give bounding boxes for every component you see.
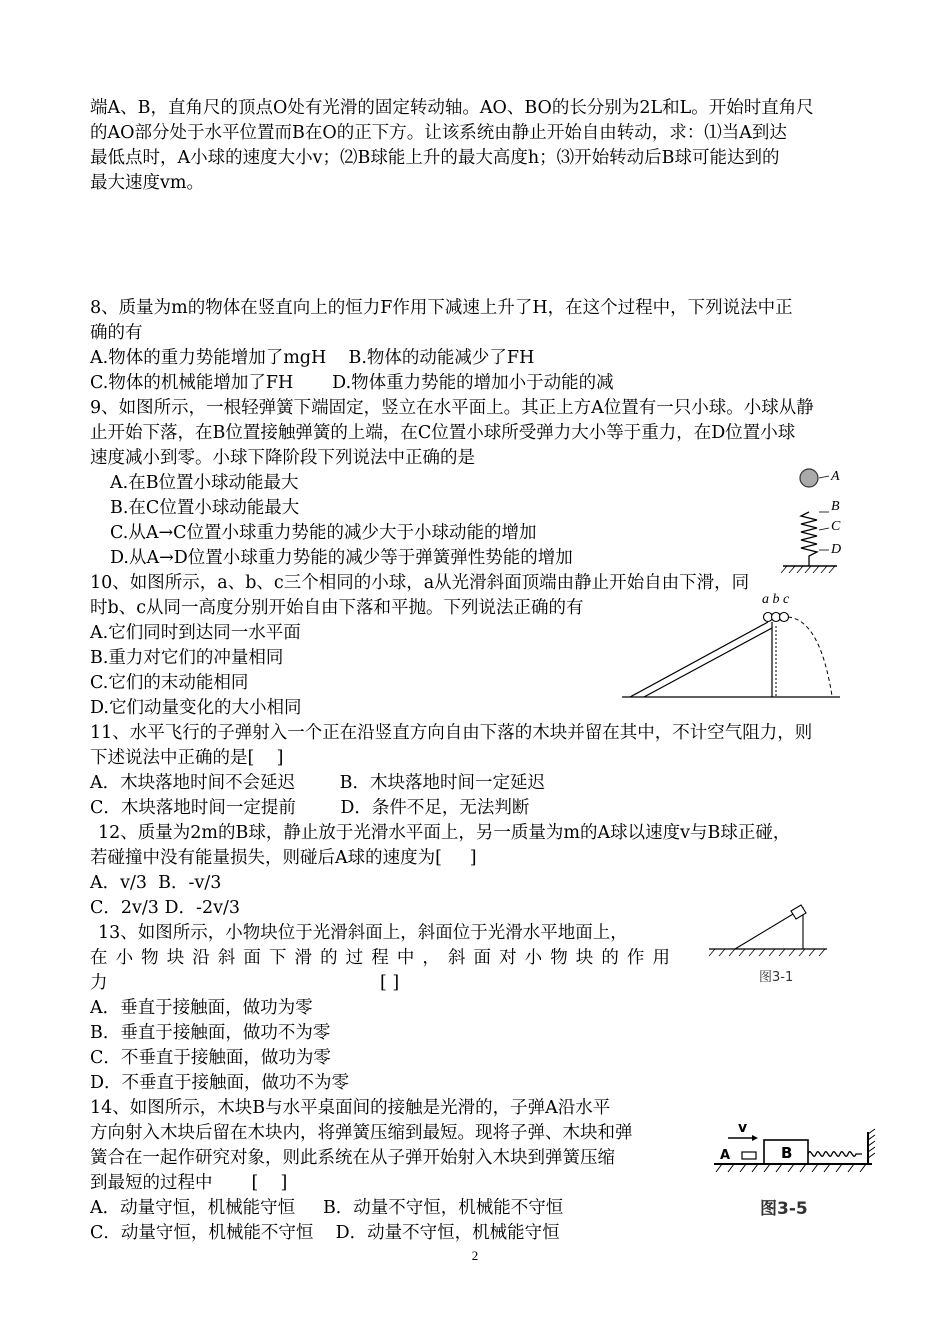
q14-label-b: B [781,1144,793,1162]
q13-answer-bracket: [ ] [380,973,400,993]
q14-label-a: A [720,1148,731,1163]
q9-option-c: C.从A→C位置小球重力势能的减少大于小球动能的增加 [110,523,537,543]
q14-stem-3: 簧合在一起作研究对象，则此系统在从子弹开始射入木块到弹簧压缩 [90,1148,615,1168]
q11-stem-2: 下述说法中正确的是[ ] [90,748,284,768]
q9-label-a: A [831,469,840,484]
q14-bullet [742,1152,756,1159]
q9-option-d: D.从A→D位置小球重力势能的减少等于弹簧弹性势能的增加 [110,548,573,568]
q9-label-b: B [831,499,840,514]
q10-ball-c [780,613,789,622]
q12-options-row-2: C．2v/3 D．-2v/3 [90,898,240,918]
q14-label-v: v [738,1120,748,1136]
q14-spring [808,1152,862,1157]
q11-options-row-2: C．木块落地时间一定提前 D．条件不足，无法判断 [90,798,530,818]
q13-option-d: D．不垂直于接触面，做功不为零 [90,1073,350,1093]
q7-line-4: 最大速度vm。 [90,173,204,193]
q10-incline-figure [620,588,865,703]
q7-line-2: 的AO部分处于水平位置而B在O的正下方。让该系统由静止开始自由转动，求：⑴当A到达 [90,123,787,143]
q13-incline-figure [705,892,835,992]
q14-stem-2: 方向射入木块后留在木块内，将弹簧压缩到最短。现将子弹、木块和弹 [90,1123,633,1143]
q8-stem-2: 确的有 [90,323,143,343]
q9-spring-figure [775,462,845,577]
q14-options-row-1: A．动量守恒，机械能守恒 B．动量不守恒，机械能不守恒 [90,1198,564,1218]
q10-ball-labels: a b c [762,592,790,607]
q10-incline-inner [644,628,772,697]
q9-stem-3: 速度减小到零。小球下降阶段下列说法中正确的是 [90,448,475,468]
q14-stem-4: 到最短的过程中 [ ] [90,1173,288,1193]
q10-option-d: D.它们动量变化的大小相同 [90,698,302,718]
q10-projectile-path [788,617,832,696]
q13-option-a: A．垂直于接触面，做功为零 [90,998,313,1018]
q13-figure-caption: 图3-1 [759,970,794,985]
q9-label-c: C [831,519,841,534]
q10-stem-1: 10、如图所示，a、b、c三个相同的小球，a从光滑斜面顶端由静止开始自由下滑，同 [90,573,750,593]
q12-stem-2: 若碰撞中没有能量损失，则碰后A球的速度为[ ] [90,848,477,868]
q10-incline-outer [630,622,768,697]
q13-stem-1: 13、如图所示，小物块位于光滑斜面上，斜面位于光滑水平地面上， [98,923,628,943]
q9-stem-1: 9、如图所示，一根轻弹簧下端固定，竖立在水平面上。其正上方A位置有一只小球。小球从静 [90,398,814,418]
q11-options-row-1: A．木块落地时间不会延迟 B．木块落地时间一定延迟 [90,773,545,793]
q8-options-row-1: A.物体的重力势能增加了mgH B.物体的动能减少了FH [90,348,535,368]
q14-block-spring-figure [712,1118,887,1218]
q9-option-b: B.在C位置小球动能最大 [110,498,300,518]
page-number: 2 [471,1248,479,1263]
q10-option-b: B.重力对它们的冲量相同 [90,648,284,668]
q10-stem-2: 时b、c从同一高度分别开始自由下落和平抛。下列说法正确的有 [90,598,584,618]
q9-label-d: D [831,542,842,557]
q14-figure-caption: 图3-5 [760,1199,808,1219]
q12-stem-1: 12、质量为2m的B球，静止放于光滑水平面上，另一质量为m的A球以速度v与B球正碰， [98,823,791,843]
q12-options-row-1: A．v/3 B．-v/3 [90,873,222,893]
q13-stem-3: 力 [90,973,108,993]
q11-stem-1: 11、水平飞行的子弹射入一个正在沿竖直方向自由下落的木块并留在其中，不计空气阻力，则 [90,723,813,743]
q14-stem-1: 14、如图所示，木块B与水平桌面间的接触是光滑的，子弹A沿水平 [90,1098,611,1118]
q7-line-1: 端A、B，直角尺的顶点O处有光滑的固定转动轴。AO、BO的长分别为2L和L。开始时直角尺 [90,98,814,118]
q13-option-b: B．垂直于接触面，做功不为零 [90,1023,331,1043]
q7-line-3: 最低点时，A小球的速度大小v；⑵B球能上升的最大高度h；⑶开始转动后B球可能达到的 [90,148,780,168]
q13-stem-2: 在小物块沿斜面下滑的过程中，斜面对小物块的作用 [90,948,670,968]
q10-option-c: C.它们的末动能相同 [90,673,249,693]
q9-option-a: A.在B位置小球动能最大 [110,473,299,493]
q13-block [791,905,806,919]
q14-options-row-2: C．动量守恒，机械能不守恒 D．动量不守恒，机械能守恒 [90,1223,560,1243]
q8-options-row-2: C.物体的机械能增加了FH D.物体重力势能的增加小于动能的减 [90,373,614,393]
q13-option-c: C．不垂直于接触面，做功为零 [90,1048,331,1068]
q10-option-a: A.它们同时到达同一水平面 [90,623,301,643]
q9-spring [801,512,817,566]
q9-ball [800,469,818,487]
q9-stem-2: 止开始下落，在B位置接触弹簧的上端，在C位置小球所受弹力大小等于重力，在D位置小球 [90,423,796,443]
q8-stem-1: 8、质量为m的物体在竖直向上的恒力F作用下减速上升了H，在这个过程中，下列说法中正 [90,298,793,318]
